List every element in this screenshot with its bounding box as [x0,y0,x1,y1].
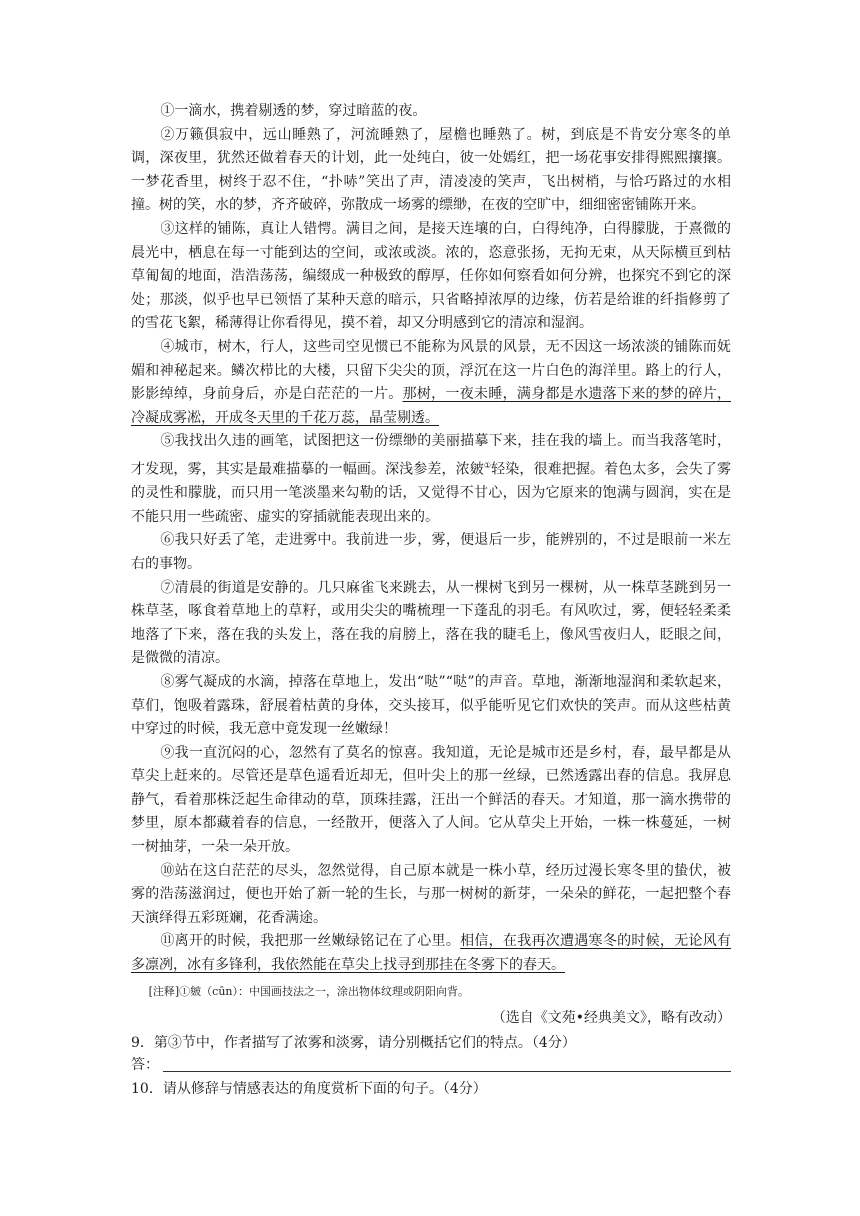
paragraph-5 [131,430,731,529]
paragraph-1: ①一滴水，携着剔透的梦，穿过暗蓝的夜。 [160,103,427,119]
paragraph-3: ③这样的铺陈，真让人错愕。满目之间，是接天连壤的白，白得纯净，白得朦胧，于熹微的晨光中，栖息在每一寸能到达的空间，或浓或淡。浓的，恣意张扬，无拘无束，从天际横亘到枯草匍匐的地面，浩浩荡荡，编缀成一种极致的醇厚，任你如何察看如何分辨，也探究不到它的深处；那淡，似乎也早已领悟了某种天意的暗示，只省略掉浓厚的边缘，仿若是给谁的纤指修剪了的雪花飞絮，稀薄得让你看得见，摸不着，却又分明感到它的清凉和湿润。 [131,220,731,332]
paragraph-6: ⑥我只好丢了笔，走进雾中。我前进一步，雾，便退后一步，能辨别的，不过是眼前一米左右的事物。 [131,532,731,572]
paragraph-11-text: ⑪离开的时候，我把那一丝嫩绿铭记在了心里。 [160,933,461,950]
paragraph-8: ⑧雾气凝成的水滴，掉落在草地上，发出“哒”“哒”的声音。草地，渐渐地湿润和柔软起来，草们，饱吸着露珠，舒展着枯黄的身体，交头接耳，似乎能听见它们欢快的笑声。而从这些枯黄中穿过的时候，我无意中竟发现一丝嫩绿！ [131,673,731,738]
source-citation: （选自《文苑•经典美文》，略有改动） [491,1009,731,1026]
paragraph-4 [131,336,731,430]
paragraph-7: ⑦清晨的街道是安静的。几只麻雀飞来跳去，从一棵树飞到另一棵树，从一株草茎跳到另一株草茎，啄食着草地上的草籽，或用尖尖的嘴梳理一下蓬乱的羽毛。有风吹过，雾，便轻轻柔柔地落了下来，落在我的头发上，落在我的肩膀上，落在我的睫毛上，像风雪夜归人，眨眼之间，是微微的清凉。 [131,579,731,667]
footnote-marker: ① [483,460,492,470]
underlined-sentence-2: 相信，在我再次遭遇寒冬的时候，无论风有多凛冽，冰有多锋利，我依然能在草尖上找寻到那挂在冬雾下的春天。 [131,933,732,974]
exam-page [131,100,731,1100]
underlined-sentence-1: 那树，一夜未睡，满身都是水遗落下来的梦的碎片，冷凝成雾凇，开成冬天里的千花万蕊，晶莹剔透。 [131,386,732,426]
paragraph-5-text-b: 轻染，很难把握。着色太多，会失了雾的灵性和朦胧，而只用一笔淡墨来勾勒的话，又觉得不甘心，因为它原来的饱满与圆润，实在是不能只用一些疏密、虚实的穿插就能表现出来的。 [131,461,732,525]
answer-row-9 [131,1054,731,1076]
paragraph-2: ②万籁俱寂中，远山睡熟了，河流睡熟了，屋檐也睡熟了。树，到底是不肯安分寒冬的单调，深夜里，犹然还做着春天的计划，此一处纯白，彼一处嫣红，把一场花事安排得熙熙攘攘。一梦花香里，树终于忍不住，“扑哧”笑出了声，清凌凌的笑声，飞出树梢，与恰巧路过的水相撞。树的笑，水的梦，齐齐破碎，弥散成一场雾的缥缈，在夜的空旷中，细细密密铺陈开来。 [131,126,731,214]
paragraph-10: ⑩站在这白茫茫的尽头，忽然觉得，自己原本就是一株小草，经历过漫长寒冬里的蛰伏，被雾的浩荡滋润过，便也开始了新一轮的生长，与那一树树的新芽，一朵朵的鲜花，一起把整个春天演绎得五彩斑斓，花香满途。 [131,862,731,926]
answer-line-9[interactable] [163,1055,731,1072]
question-10: 10．请从修辞与情感表达的角度赏析下面的句子。（4分） [131,1080,487,1097]
paragraph-5-text-a: ⑤我找出久违的画笔，试图把这一份缥缈的美丽描摹下来，挂在我的墙上。而当我落笔时，才发现，雾，其实是最难描摹的一幅画。深浅参差，浓皴 [131,433,731,478]
answer-label: 答： [131,1056,159,1073]
question-9: 9．第③节中，作者描写了浓雾和淡雾，请分别概括它们的特点。（4分） [131,1034,576,1051]
paragraph-9: ⑨我一直沉闷的心，忽然有了莫名的惊喜。我知道，无论是城市还是乡村，春，最早都是从草尖上赶来的。尽管还是草色遥看近却无，但叶尖上的那一丝绿，已然透露出春的信息。我屏息静气，看着那株泛起生命律动的草，顶珠挂露，汪出一个鲜活的春天。才知道，那一滴水携带的梦里，原本都藏着春的信息，一经散开，便落入了人间。它从草尖上开始，一株一株蔓延，一树一树抽芽，一朵一朵开放。 [131,744,731,856]
paragraph-11 [131,930,731,977]
footnote: [注释]①皴（cūn）：中国画技法之一，涂出物体纹理或阴阳向背。 [148,984,470,998]
paragraph-4-text: ④城市，树木，行人，这些司空见惯已不能称为风景的风景，无不因这一场浓淡的铺陈而妩媚和神秘起来。鳞次栉比的大楼，只留下尖尖的顶，浮沉在这一片白色的海洋里。路上的行人，影影绰绰，身前身后，亦是白茫茫的一片。 [131,338,731,403]
